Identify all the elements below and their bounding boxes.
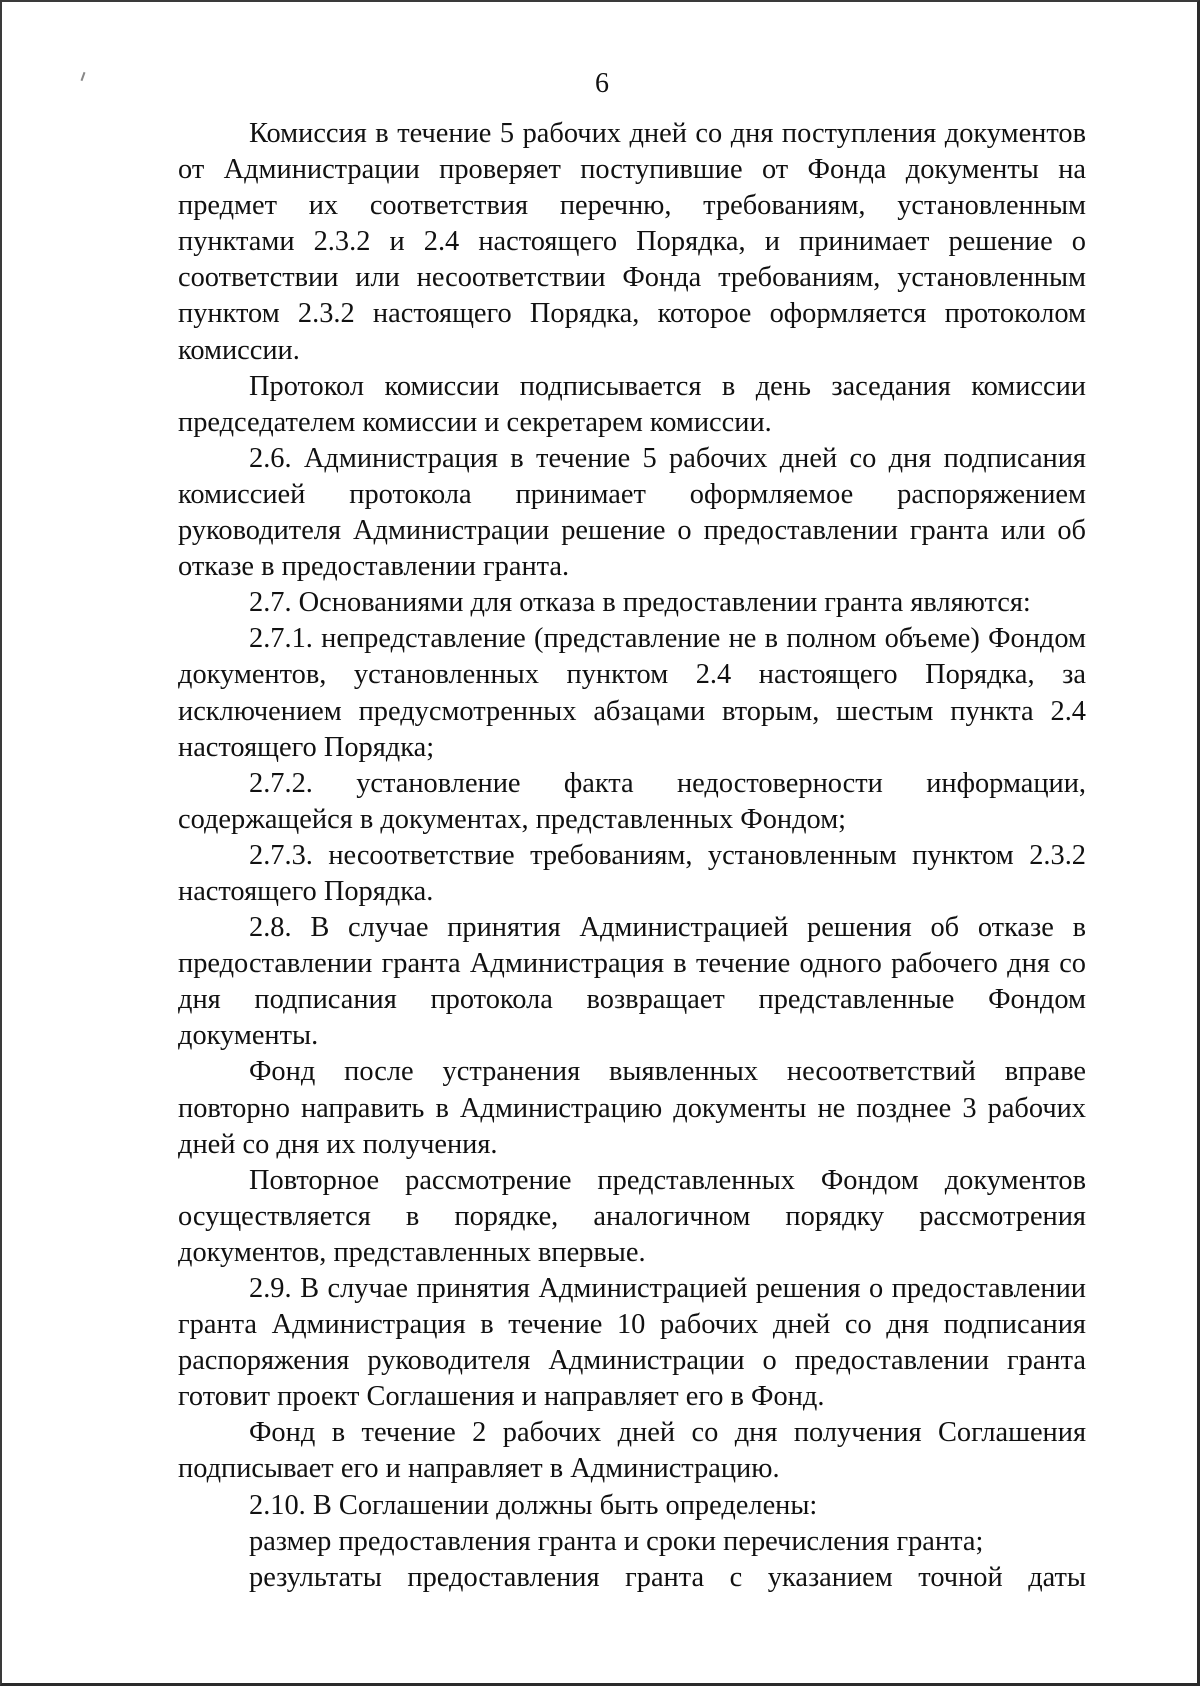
paragraph-protocol-signing: Протокол комиссии подписывается в день заседания комиссии председателем комиссии и секретарем комиссии. bbox=[178, 370, 1086, 438]
document-body bbox=[178, 116, 1086, 1596]
paragraph-2-7-1: 2.7.1. непредставление (представление не в полном объеме) Фондом документов, установленных пунктом 2.4 настоящего Порядка, за исключением предусмотренных абзацами вторым, шестым пункта 2.4 настоящего Порядка; bbox=[178, 623, 1086, 763]
page-number: 6 bbox=[595, 68, 609, 99]
paragraph-2-9: 2.9. В случае принятия Администрацией решения о предоставлении гранта Администрация в течение 10 рабочих дней со дня подписания распоряжения руководителя Администрации о предоставлении гранта готовит проект Соглашения и направляет его в Фонд. bbox=[178, 1273, 1086, 1413]
paragraph-resubmission: Фонд после устранения выявленных несоответствий вправе повторно направить в Администрацию документы не позднее 3 рабочих дней со дня их получения. bbox=[178, 1056, 1086, 1160]
paragraph-fund-signing: Фонд в течение 2 рабочих дней со дня получения Соглашения подписывает его и направляет в Администрацию. bbox=[178, 1417, 1086, 1485]
paragraph-grant-amount: размер предоставления гранта и сроки перечисления гранта; bbox=[249, 1525, 984, 1557]
paragraph-2-10: 2.10. В Соглашении должны быть определены: bbox=[249, 1489, 818, 1521]
paragraph-commission-review: Комиссия в течение 5 рабочих дней со дня поступления документов от Администрации проверяет поступившие от Фонда документы на предмет их соответствия перечню, требованиям, установленным пунктами 2.3.2 и 2.4 настоящего Порядка, и принимает решение о соответствии или несоответствии Фонда требованиям, установленным пунктом 2.3.2 настоящего Порядка, которое оформляется протоколом комиссии. bbox=[178, 118, 1086, 366]
paragraph-repeat-review: Повторное рассмотрение представленных Фондом документов осуществляется в порядке, аналогичном порядку рассмотрения документов, представленных впервые. bbox=[178, 1164, 1086, 1268]
paragraph-2-8: 2.8. В случае принятия Администрацией решения об отказе в предоставлении гранта Администрация в течение одного рабочего дня со дня подписания протокола возвращает представленные Фондом документы. bbox=[178, 912, 1086, 1052]
paragraph-2-7: 2.7. Основаниями для отказа в предоставлении гранта являются: bbox=[249, 587, 1031, 619]
paragraph-2-6: 2.6. Администрация в течение 5 рабочих дней со дня подписания комиссией протокола принимает оформляемое распоряжением руководителя Администрации решение о предоставлении гранта или об отказе в предоставлении гранта. bbox=[178, 442, 1086, 583]
paragraph-grant-results: результаты предоставления гранта с указанием точной даты bbox=[249, 1561, 1086, 1593]
paragraph-2-7-2: 2.7.2. установление факта недостоверности информации, содержащейся в документах, представленных Фондом; bbox=[178, 767, 1086, 835]
paragraph-2-7-3: 2.7.3. несоответствие требованиям, установленным пунктом 2.3.2 настоящего Порядка. bbox=[178, 839, 1086, 907]
